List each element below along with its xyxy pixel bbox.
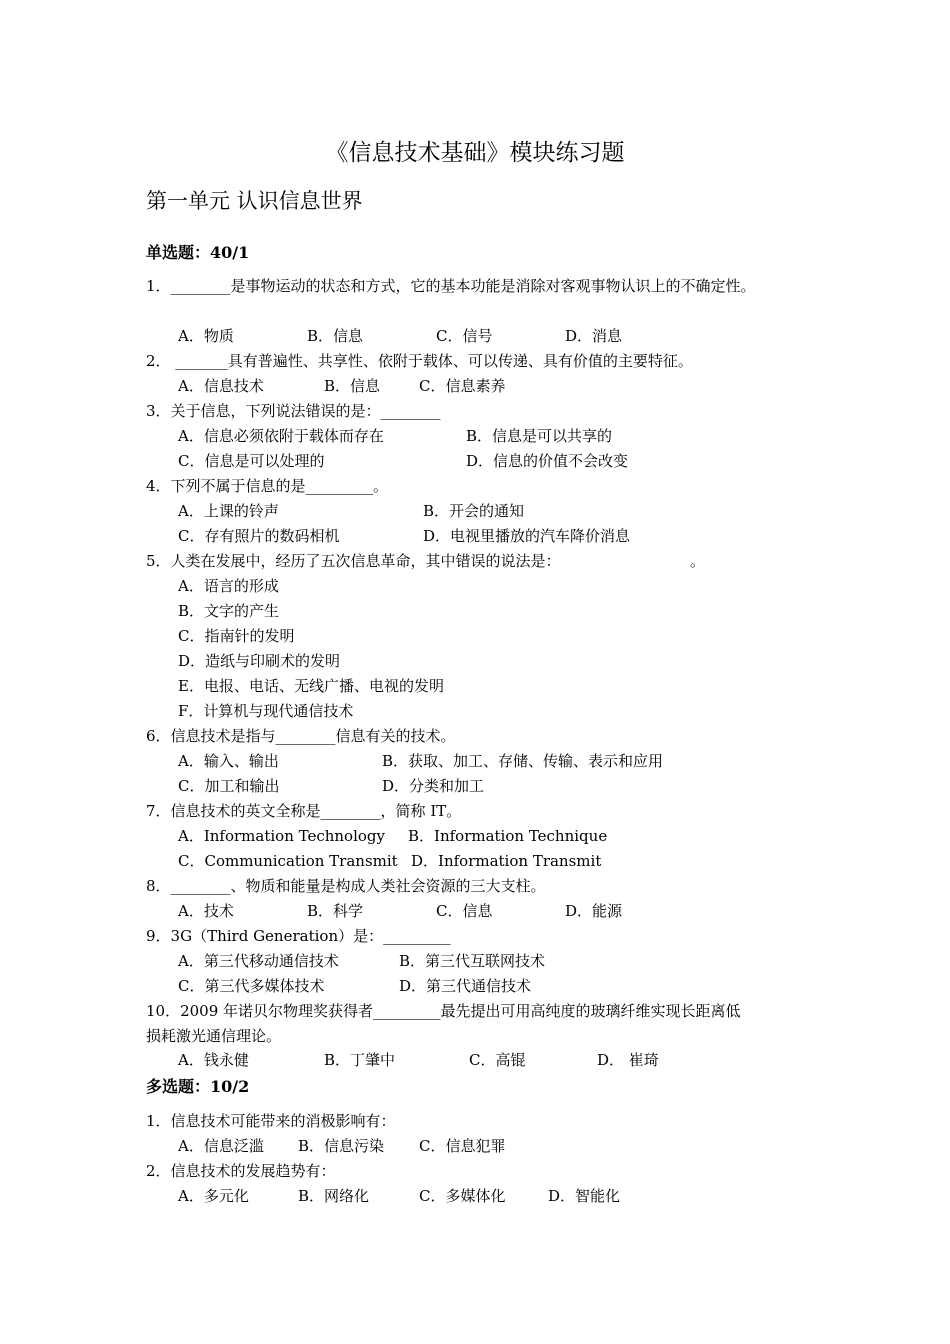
option: C．存有照片的数码相机: [178, 527, 340, 545]
option: B．第三代互联网技术: [399, 952, 546, 970]
option: C．信息: [436, 902, 493, 920]
multi-question-1: 1．信息技术可能带来的消极影响有：: [146, 1112, 396, 1130]
option: C．信号: [436, 327, 493, 345]
option: D．信息的价值不会改变: [466, 452, 629, 470]
option: B．获取、加工、存储、传输、表示和应用: [382, 752, 664, 770]
multi-question-2: 2．信息技术的发展趋势有：: [146, 1162, 336, 1180]
option: D．能源: [565, 902, 623, 920]
option: D．分类和加工: [382, 777, 485, 795]
option: A．信息必须依附于载体而存在: [178, 427, 384, 445]
option: B．网络化: [298, 1187, 370, 1205]
option: D．造纸与印刷术的发明: [178, 652, 341, 670]
question-10-continued: 损耗激光通信理论。: [146, 1027, 282, 1045]
option: B．科学: [307, 902, 364, 920]
option: C．信息犯罪: [419, 1137, 506, 1155]
option: C．第三代多媒体技术: [178, 977, 325, 995]
single-choice-heading: 单选题：40/1: [146, 243, 250, 262]
unit-heading: 第一单元 认识信息世界: [146, 189, 363, 213]
option: E．电报、电话、无线广播、电视的发明: [178, 677, 444, 695]
option: A．语言的形成: [178, 577, 279, 595]
option: A．第三代移动通信技术: [178, 952, 339, 970]
option: B．信息污染: [298, 1137, 385, 1155]
option: B．信息: [307, 327, 364, 345]
option: A．输入、输出: [178, 752, 279, 770]
option: D．电视里播放的汽车降价消息: [423, 527, 631, 545]
option: B．开会的通知: [423, 502, 525, 520]
option: A．多元化: [178, 1187, 249, 1205]
option: C．指南针的发明: [178, 627, 295, 645]
option: D．Information Transmit: [411, 852, 602, 870]
option: C．Communication Transmit: [178, 852, 398, 870]
option: B．Information Technique: [408, 827, 608, 845]
option: D．第三代通信技术: [399, 977, 532, 995]
option: B．丁肇中: [324, 1051, 396, 1069]
question-4: 4．下列不属于信息的是_________。: [146, 477, 389, 495]
question-text: 5．人类在发展中，经历了五次信息革命，其中错误的说法是：: [146, 552, 561, 570]
option: B．文字的产生: [178, 602, 280, 620]
option: A．技术: [178, 902, 234, 920]
option: A．钱永健: [178, 1051, 249, 1069]
option: C．高锟: [469, 1051, 526, 1069]
option: D． 崔琦: [597, 1051, 659, 1069]
question-10: 10．2009 年诺贝尔物理奖获得者_________最先提出可用高纯度的玻璃纤维实现长距离低: [146, 1002, 741, 1020]
option: A．信息技术: [178, 377, 264, 395]
question-3: 3．关于信息，下列说法错误的是：________: [146, 402, 441, 420]
option: C．加工和输出: [178, 777, 280, 795]
option: A．物质: [178, 327, 234, 345]
question-5: [146, 551, 706, 571]
question-1: 1．________是事物运动的状态和方式，它的基本功能是消除对客观事物认识上的不确定性。: [146, 277, 756, 295]
question-8: 8．________、物质和能量是构成人类社会资源的三大支柱。: [146, 877, 546, 895]
option: D．消息: [565, 327, 623, 345]
question-end-mark: 。: [690, 552, 706, 570]
question-6: 6．信息技术是指与________信息有关的技术。: [146, 727, 456, 745]
option: F．计算机与现代通信技术: [178, 702, 354, 720]
option: C．多媒体化: [419, 1187, 506, 1205]
option: B．信息是可以共享的: [466, 427, 613, 445]
option: C．信息素养: [419, 377, 506, 395]
option: D．智能化: [548, 1187, 621, 1205]
document-title: 《信息技术基础》模块练习题: [325, 140, 625, 166]
option: A．信息泛滥: [178, 1137, 264, 1155]
multi-choice-heading: 多选题：10/2: [146, 1077, 250, 1096]
option: A．上课的铃声: [178, 502, 279, 520]
question-7: 7．信息技术的英文全称是________，简称 IT。: [146, 802, 462, 820]
option: A．Information Technology: [178, 827, 385, 845]
option: B．信息: [324, 377, 381, 395]
option: C．信息是可以处理的: [178, 452, 325, 470]
question-9: 9．3G（Third Generation）是：_________: [146, 927, 451, 945]
question-2: 2． _______具有普遍性、共享性、依附于载体、可以传递、具有价值的主要特征。: [146, 352, 693, 370]
